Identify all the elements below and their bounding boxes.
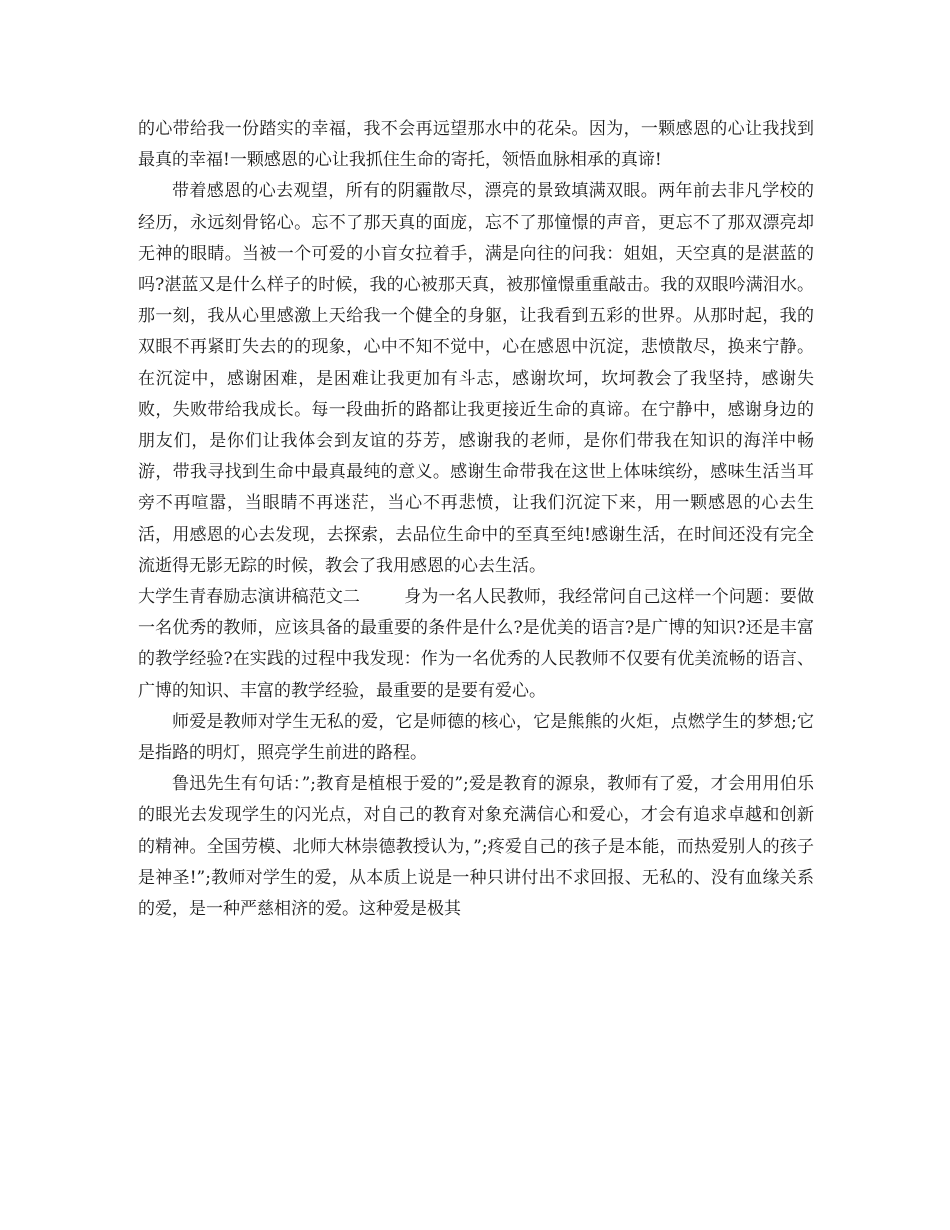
section-block bbox=[138, 582, 814, 707]
paragraph-luxun-quote: 鲁迅先生有句话：”;教育是植根于爱的”;爱是教育的源泉，教师有了爱，才会用用伯乐的眼光去发现学生的闪光点，对自己的教育对象充满信心和爱心，才会有追求卓越和创新的精神。全国劳模、北师大林崇德教授认为，”;疼爱自己的孩子是本能，而热爱别人的孩子是神圣!”;教师对学生的爱，从本质上说是一种只讲付出不求回报、无私的、没有血缘关系的爱，是一种严慈相济的爱。这种爱是极其 bbox=[138, 774, 814, 920]
paragraph-continuation: 的心带给我一份踏实的幸福，我不会再远望那水中的花朵。因为，一颗感恩的心让我找到最真的幸福!一颗感恩的心让我抓住生命的寄托，领悟血脉相承的真谛! bbox=[138, 119, 814, 171]
paragraph-gratitude: 带着感恩的心去观望，所有的阴霾散尽，漂亮的景致填满双眼。两年前去非凡学校的经历，永远刻骨铭心。忘不了那天真的面庞，忘不了那憧憬的声音，更忘不了那双漂亮却无神的眼睛。当被一个可爱的小盲女拉着手，满是向往的问我：姐姐，天空真的是湛蓝的吗?湛蓝又是什么样子的时候，我的心被那天真，被那憧憬重重敲击。我的双眼吟满泪水。那一刻，我从心里感激上天给我一个健全的身躯，让我看到五彩的世界。从那时起，我的双眼不再紧盯失去的的现象，心中不知不觉中，心在感恩中沉淀，悲愤散尽，换来宁静。在沉淀中，感谢困难，是困难让我更加有斗志，感谢坎坷，坎坷教会了我坚持，感谢失败，失败带给我成长。每一段曲折的路都让我更接近生命的真谛。在宁静中，感谢身边的朋友们，是你们让我体会到友谊的芬芳，感谢我的老师，是你们带我在知识的海洋中畅游，带我寻找到生命中最真最纯的意义。感谢生命带我在这世上体味缤纷，感味生活当耳旁不再喧嚣，当眼睛不再迷茫，当心不再悲愤，让我们沉淀下来，用一颗感恩的心去生活，用感恩的心去发现，去探索，去品位生命中的至真至纯!感谢生活，在时间还没有完全流逝得无影无踪的时候，教会了我用感恩的心去生活。 bbox=[138, 181, 814, 576]
section-lead-text: 身为一名人民教师，我经常问自己这样一个问题：要做一名优秀的教师，应该具备的最重要的条件是什么?是优美的语言?是广博的知识?还是丰富的教学经验?在实践的过程中我发现：作为一名优秀的人民教师不仅要有优美流畅的语言、广博的知识、丰富的教学经验，最重要的是要有爱心。 bbox=[138, 587, 815, 701]
section-title: 大学生青春励志演讲稿范文二 bbox=[138, 587, 360, 608]
paragraph-teacher-love: 师爱是教师对学生无私的爱，它是师德的核心，它是熊熊的火炬，点燃学生的梦想;它是指路的明灯，照亮学生前进的路程。 bbox=[138, 711, 814, 764]
document-body bbox=[138, 114, 814, 925]
